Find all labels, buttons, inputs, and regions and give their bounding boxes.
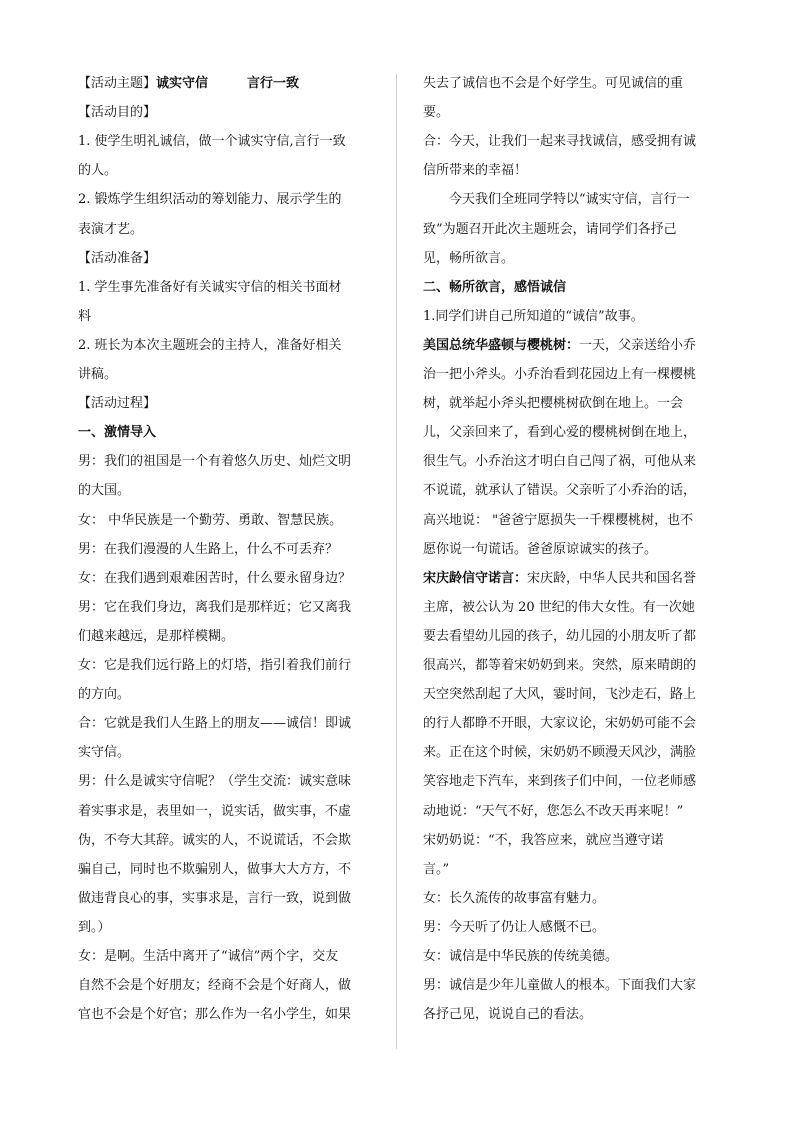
text-run: 1. 使学生明礼诚信，做一个诚实守信,言行一致 [78,134,346,150]
bold-text-run: 美国总统华盛顿与樱桃树： [423,337,580,353]
left-text-line [78,569,388,589]
right-text-line [423,598,733,618]
left-text-line [78,74,388,94]
left-text-line [78,336,388,356]
text-run: 天空突然刮起了大风，霎时间，飞沙走石，路上 [423,687,697,703]
right-text-line [423,336,733,356]
text-run: 男：我们的祖国是一个有着悠久历史、灿烂文明 [78,454,352,470]
text-run: 【活动主题】 [78,76,157,91]
text-run: 2. 班长为本次主题班会的主持人，准备好相关 [78,337,342,353]
text-run: 愿你说一句谎话。爸爸原谅诚实的孩子。 [423,541,658,557]
text-run: 到。） [78,919,111,935]
left-text-line [78,889,388,909]
right-text-line [423,831,733,851]
text-run: 男：诚信是少年儿童做人的根本。下面我们大家 [423,978,697,994]
text-run: 自然不会是个好朋友；经商不会是个好商人，做 [78,978,352,994]
right-text-line [423,278,733,298]
right-text-line [423,743,733,763]
text-run: 合：今天，让我们一起来寻找诚信，感受拥有诚 [423,134,697,150]
text-run: 男：今天听了仍让人感慨不已。 [423,919,606,935]
text-run: 表演才艺。 [78,221,144,237]
text-run: 女：它是我们远行路上的灯塔，指引着我们前行 [78,658,352,673]
text-run: 很高兴，都等着宋奶奶到来。突然，原来晴朗的 [423,658,697,673]
right-text-line [423,772,733,792]
left-text-line [78,802,388,822]
text-run: 见，畅所欲言。 [423,250,515,266]
text-run: 【活动过程】 [78,396,157,412]
text-run: 高兴地说： "爸爸宁愿损失一千棵樱桃树，也不 [423,512,694,528]
right-text-line [423,161,733,181]
text-run: 女： 中华民族是一个勤劳、勇敢、智慧民族。 [78,512,343,528]
bold-text-run: 二、畅所欲言，感悟诚信 [423,279,567,295]
text-run: 致”为题召开此次主题班会，请同学们各抒己 [423,221,677,237]
text-run: 治一把小斧头。小乔治看到花园边上有一棵樱桃 [423,367,697,382]
left-text-line [78,831,388,851]
text-run: 儿，父亲回来了，看到心爱的樱桃树倒在地上， [423,425,697,441]
text-run: 今天我们全班同学特以“诚实守信，言行一 [449,192,690,208]
text-run: 1.同学们讲自己所知道的“诚信”故事。 [423,308,644,324]
right-text-line [423,190,759,210]
text-run: 骗自己，同时也不欺骗别人，做事大大方方，不 [78,861,352,877]
right-text-line [423,976,733,996]
text-run: 宋奶奶说：“不，我答应来，就应当遵守诺 [423,832,664,848]
left-text-line [78,976,388,996]
left-text-line [78,918,388,938]
right-text-line [423,685,733,705]
left-text-line [78,627,388,647]
bold-text-run: 诚实守信 言行一致 [156,76,300,91]
text-run: 男：它在我们身边，离我们是那样近；它又离我 [78,599,352,615]
right-text-line [423,365,733,385]
text-run: 女：长久流传的故事富有魅力。 [423,890,606,906]
left-text-line [78,860,388,880]
left-text-line [78,278,388,298]
text-run: 男：什么是诚实守信呢？（学生交流：诚实意味 [78,774,352,790]
text-run: 女：诚信是中华民族的传统美德。 [423,949,619,964]
text-run: 2. 锻炼学生组织活动的筹划能力、展示学生的 [78,192,342,208]
right-text-line [423,627,733,647]
text-run: 言。” [423,861,450,877]
right-text-line [423,511,733,531]
text-run: 伪，不夸大其辞。诚实的人，不说谎话，不会欺 [78,832,352,848]
left-text-line [78,685,388,705]
text-run: 宋庆龄，中华人民共和国名誉 [527,570,697,586]
left-text-line [78,190,388,210]
right-text-line [423,918,733,938]
right-text-line [423,74,733,94]
left-text-line [78,132,388,152]
left-text-line [78,103,388,123]
text-run: 来。正在这个时候，宋奶奶不顾漫天风沙，满脸 [423,745,697,761]
left-text-line [78,365,388,385]
text-run: 女：是啊。生活中离开了“诚信”两个字，交友 [78,949,339,964]
right-text-line [423,947,733,967]
text-run: 失去了诚信也不会是个好学生。可见诚信的重 [423,76,684,91]
right-text-line [423,394,733,414]
text-run: 【活动准备】 [78,250,157,266]
text-run: 【活动目的】 [78,105,157,121]
right-text-line [423,481,733,501]
text-run: 女：在我们遇到艰难困苦时，什么要永留身边？ [78,570,352,586]
left-text-line [78,394,388,414]
text-run: 一天，父亲送给小乔 [579,337,697,353]
right-text-line [423,307,733,327]
right-text-line [423,423,733,443]
text-run: 着实事求是，表里如一，说实话，做实事，不虚 [78,803,352,819]
right-text-line [423,249,733,269]
text-run: 的大国。 [78,483,131,499]
bold-text-run: 一、激情导入 [78,425,157,441]
left-text-line [78,772,388,792]
left-text-line [78,1005,388,1025]
left-text-line [78,598,388,618]
right-text-line [423,656,733,676]
left-text-line [78,220,388,240]
left-text-line [78,161,388,181]
left-text-line [78,714,388,734]
left-text-line [78,540,388,560]
right-text-line [423,1005,733,1025]
text-run: 料 [78,308,92,324]
left-text-line [78,307,388,327]
text-run: 要。 [423,105,450,121]
text-run: 官也不会是个好官；那么作为一名小学生，如果 [78,1007,352,1023]
text-run: 不说谎，就承认了错误。父亲听了小乔治的话， [423,483,697,499]
text-run: 要去看望幼儿园的孩子，幼儿园的小朋友听了都 [423,628,697,644]
right-text-line [423,714,733,734]
right-text-line [423,889,733,909]
text-run: 合：它就是我们人生路上的朋友——诚信！即诚 [78,716,352,732]
text-run: 主席，被公认为 20 世纪的伟大女性。有一次她 [423,599,695,615]
right-text-line [423,802,733,822]
left-text-line [78,511,388,531]
text-run: 男：在我们漫漫的人生路上，什么不可丢弃？ [78,541,339,557]
text-run: 树，就举起小斧头把樱桃树砍倒在地上。一会 [423,396,684,412]
right-text-line [423,132,733,152]
right-text-line [423,220,733,240]
text-run: 的行人都睁不开眼，大家议论，宋奶奶可能不会 [423,716,697,732]
right-text-line [423,540,733,560]
left-text-line [78,423,388,443]
left-text-line [78,743,388,763]
text-run: 信所带来的幸福！ [423,163,528,179]
text-run: 实守信。 [78,745,131,761]
left-text-line [78,452,388,472]
right-text-line [423,103,733,123]
right-text-line [423,452,733,472]
left-text-line [78,249,388,269]
text-run: 的人。 [78,163,118,179]
column-divider [396,74,397,1049]
left-text-line [78,947,388,967]
left-text-line [78,481,388,501]
right-text-line [423,860,733,880]
text-run: 们越来越远，是那样模糊。 [78,628,235,644]
text-run: 各抒己见，说说自己的看法。 [423,1007,593,1023]
right-text-line [423,569,733,589]
text-run: 笑容地走下汽车，来到孩子们中间，一位老师感 [423,774,697,790]
left-text-line [78,656,388,676]
text-run: 1. 学生事先准备好有关诚实守信的相关书面材 [78,279,342,295]
text-run: 很生气。小乔治这才明白自己闯了祸，可他从来 [423,454,697,470]
text-run: 动地说：“天气不好，您怎么不改天再来呢！” [423,803,684,819]
bold-text-run: 宋庆龄信守诺言： [423,570,528,586]
text-run: 的方向。 [78,687,131,703]
text-run: 做违背良心的事，实事求是，言行一致，说到做 [78,890,352,906]
text-run: 讲稿。 [78,367,118,382]
